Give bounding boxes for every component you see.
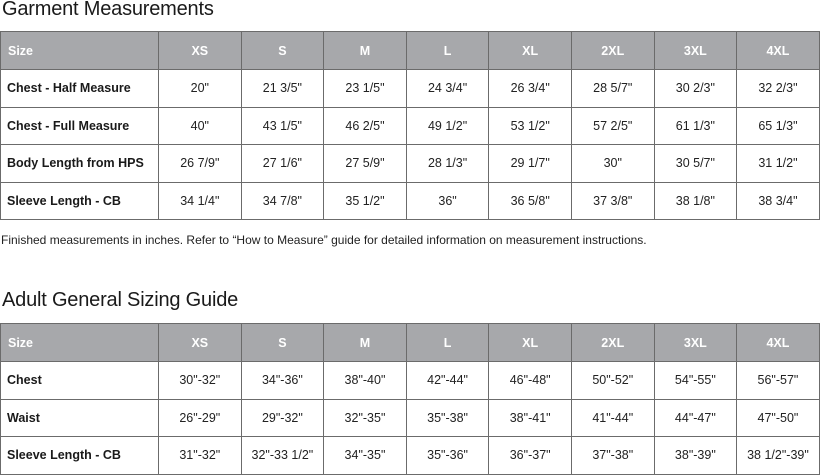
row-label: Chest <box>1 362 159 400</box>
row-label: Body Length from HPS <box>1 145 159 183</box>
table-row <box>1 107 820 145</box>
garment-measurements-table <box>0 31 820 220</box>
table-cell: 27 1/6" <box>241 145 324 183</box>
table-cell: 26 7/9" <box>159 145 242 183</box>
table-cell: 38 3/4" <box>737 182 820 220</box>
column-header: 2XL <box>571 324 654 362</box>
table-cell: 43 1/5" <box>241 107 324 145</box>
table-cell: 30" <box>571 145 654 183</box>
general-sizing-title: Adult General Sizing Guide <box>2 289 239 311</box>
table-cell: 32"-35" <box>324 399 407 437</box>
table-cell: 37"-38" <box>571 437 654 475</box>
column-header: Size <box>1 324 159 362</box>
table-row <box>1 70 820 108</box>
table-cell: 38"-40" <box>324 362 407 400</box>
table-cell: 56"-57" <box>737 362 820 400</box>
table-cell: 28 1/3" <box>406 145 489 183</box>
column-header: L <box>406 32 489 70</box>
table-cell: 41"-44" <box>571 399 654 437</box>
table-cell: 34 7/8" <box>241 182 324 220</box>
table-cell: 34 1/4" <box>159 182 242 220</box>
table-row <box>1 399 820 437</box>
table-cell: 38 1/2"-39" <box>737 437 820 475</box>
table-row <box>1 145 820 183</box>
row-label: Sleeve Length - CB <box>1 437 159 475</box>
column-header: XS <box>159 32 242 70</box>
table-cell: 53 1/2" <box>489 107 572 145</box>
table-cell: 35"-36" <box>406 437 489 475</box>
table-cell: 34"-35" <box>324 437 407 475</box>
table-cell: 36" <box>406 182 489 220</box>
table-cell: 46 2/5" <box>324 107 407 145</box>
column-header: XL <box>489 324 572 362</box>
column-header: XS <box>159 324 242 362</box>
table-cell: 28 5/7" <box>571 70 654 108</box>
table-cell: 46"-48" <box>489 362 572 400</box>
table-cell: 20" <box>159 70 242 108</box>
column-header: 2XL <box>571 32 654 70</box>
column-header: L <box>406 324 489 362</box>
table-cell: 54"-55" <box>654 362 737 400</box>
column-header: 3XL <box>654 32 737 70</box>
table-cell: 36 5/8" <box>489 182 572 220</box>
table-cell: 61 1/3" <box>654 107 737 145</box>
column-header: M <box>324 324 407 362</box>
table-cell: 26"-29" <box>159 399 242 437</box>
table-cell: 30 2/3" <box>654 70 737 108</box>
table-row <box>1 437 820 475</box>
column-header: S <box>241 324 324 362</box>
table-cell: 31 1/2" <box>737 145 820 183</box>
column-header: S <box>241 32 324 70</box>
table-cell: 38"-39" <box>654 437 737 475</box>
row-label: Chest - Full Measure <box>1 107 159 145</box>
table-cell: 34"-36" <box>241 362 324 400</box>
table-header-row <box>1 32 820 70</box>
garment-measurements-title: Garment Measurements <box>2 0 214 20</box>
general-sizing-table <box>0 323 820 475</box>
table-cell: 29 1/7" <box>489 145 572 183</box>
table-cell: 23 1/5" <box>324 70 407 108</box>
table-header-row <box>1 324 820 362</box>
table-cell: 30"-32" <box>159 362 242 400</box>
table-row <box>1 182 820 220</box>
table-cell: 38"-41" <box>489 399 572 437</box>
table-cell: 32"-33 1/2" <box>241 437 324 475</box>
table-cell: 37 3/8" <box>571 182 654 220</box>
column-header: Size <box>1 32 159 70</box>
table-cell: 42"-44" <box>406 362 489 400</box>
column-header: 3XL <box>654 324 737 362</box>
table-cell: 38 1/8" <box>654 182 737 220</box>
table-cell: 50"-52" <box>571 362 654 400</box>
table-cell: 40" <box>159 107 242 145</box>
column-header: 4XL <box>737 324 820 362</box>
table-cell: 49 1/2" <box>406 107 489 145</box>
table-row <box>1 362 820 400</box>
row-label: Waist <box>1 399 159 437</box>
table-cell: 32 2/3" <box>737 70 820 108</box>
row-label: Chest - Half Measure <box>1 70 159 108</box>
table-cell: 29"-32" <box>241 399 324 437</box>
table-cell: 21 3/5" <box>241 70 324 108</box>
column-header: M <box>324 32 407 70</box>
table-cell: 30 5/7" <box>654 145 737 183</box>
table-cell: 31"-32" <box>159 437 242 475</box>
table-cell: 57 2/5" <box>571 107 654 145</box>
row-label: Sleeve Length - CB <box>1 182 159 220</box>
table-cell: 44"-47" <box>654 399 737 437</box>
table-cell: 65 1/3" <box>737 107 820 145</box>
table-cell: 35"-38" <box>406 399 489 437</box>
measurement-note: Finished measurements in inches. Refer to “How to Measure” guide for detailed information on measurement instructions. <box>1 233 647 247</box>
column-header: 4XL <box>737 32 820 70</box>
table-cell: 35 1/2" <box>324 182 407 220</box>
table-cell: 24 3/4" <box>406 70 489 108</box>
table-cell: 26 3/4" <box>489 70 572 108</box>
table-cell: 47"-50" <box>737 399 820 437</box>
table-cell: 36"-37" <box>489 437 572 475</box>
table-cell: 27 5/9" <box>324 145 407 183</box>
column-header: XL <box>489 32 572 70</box>
